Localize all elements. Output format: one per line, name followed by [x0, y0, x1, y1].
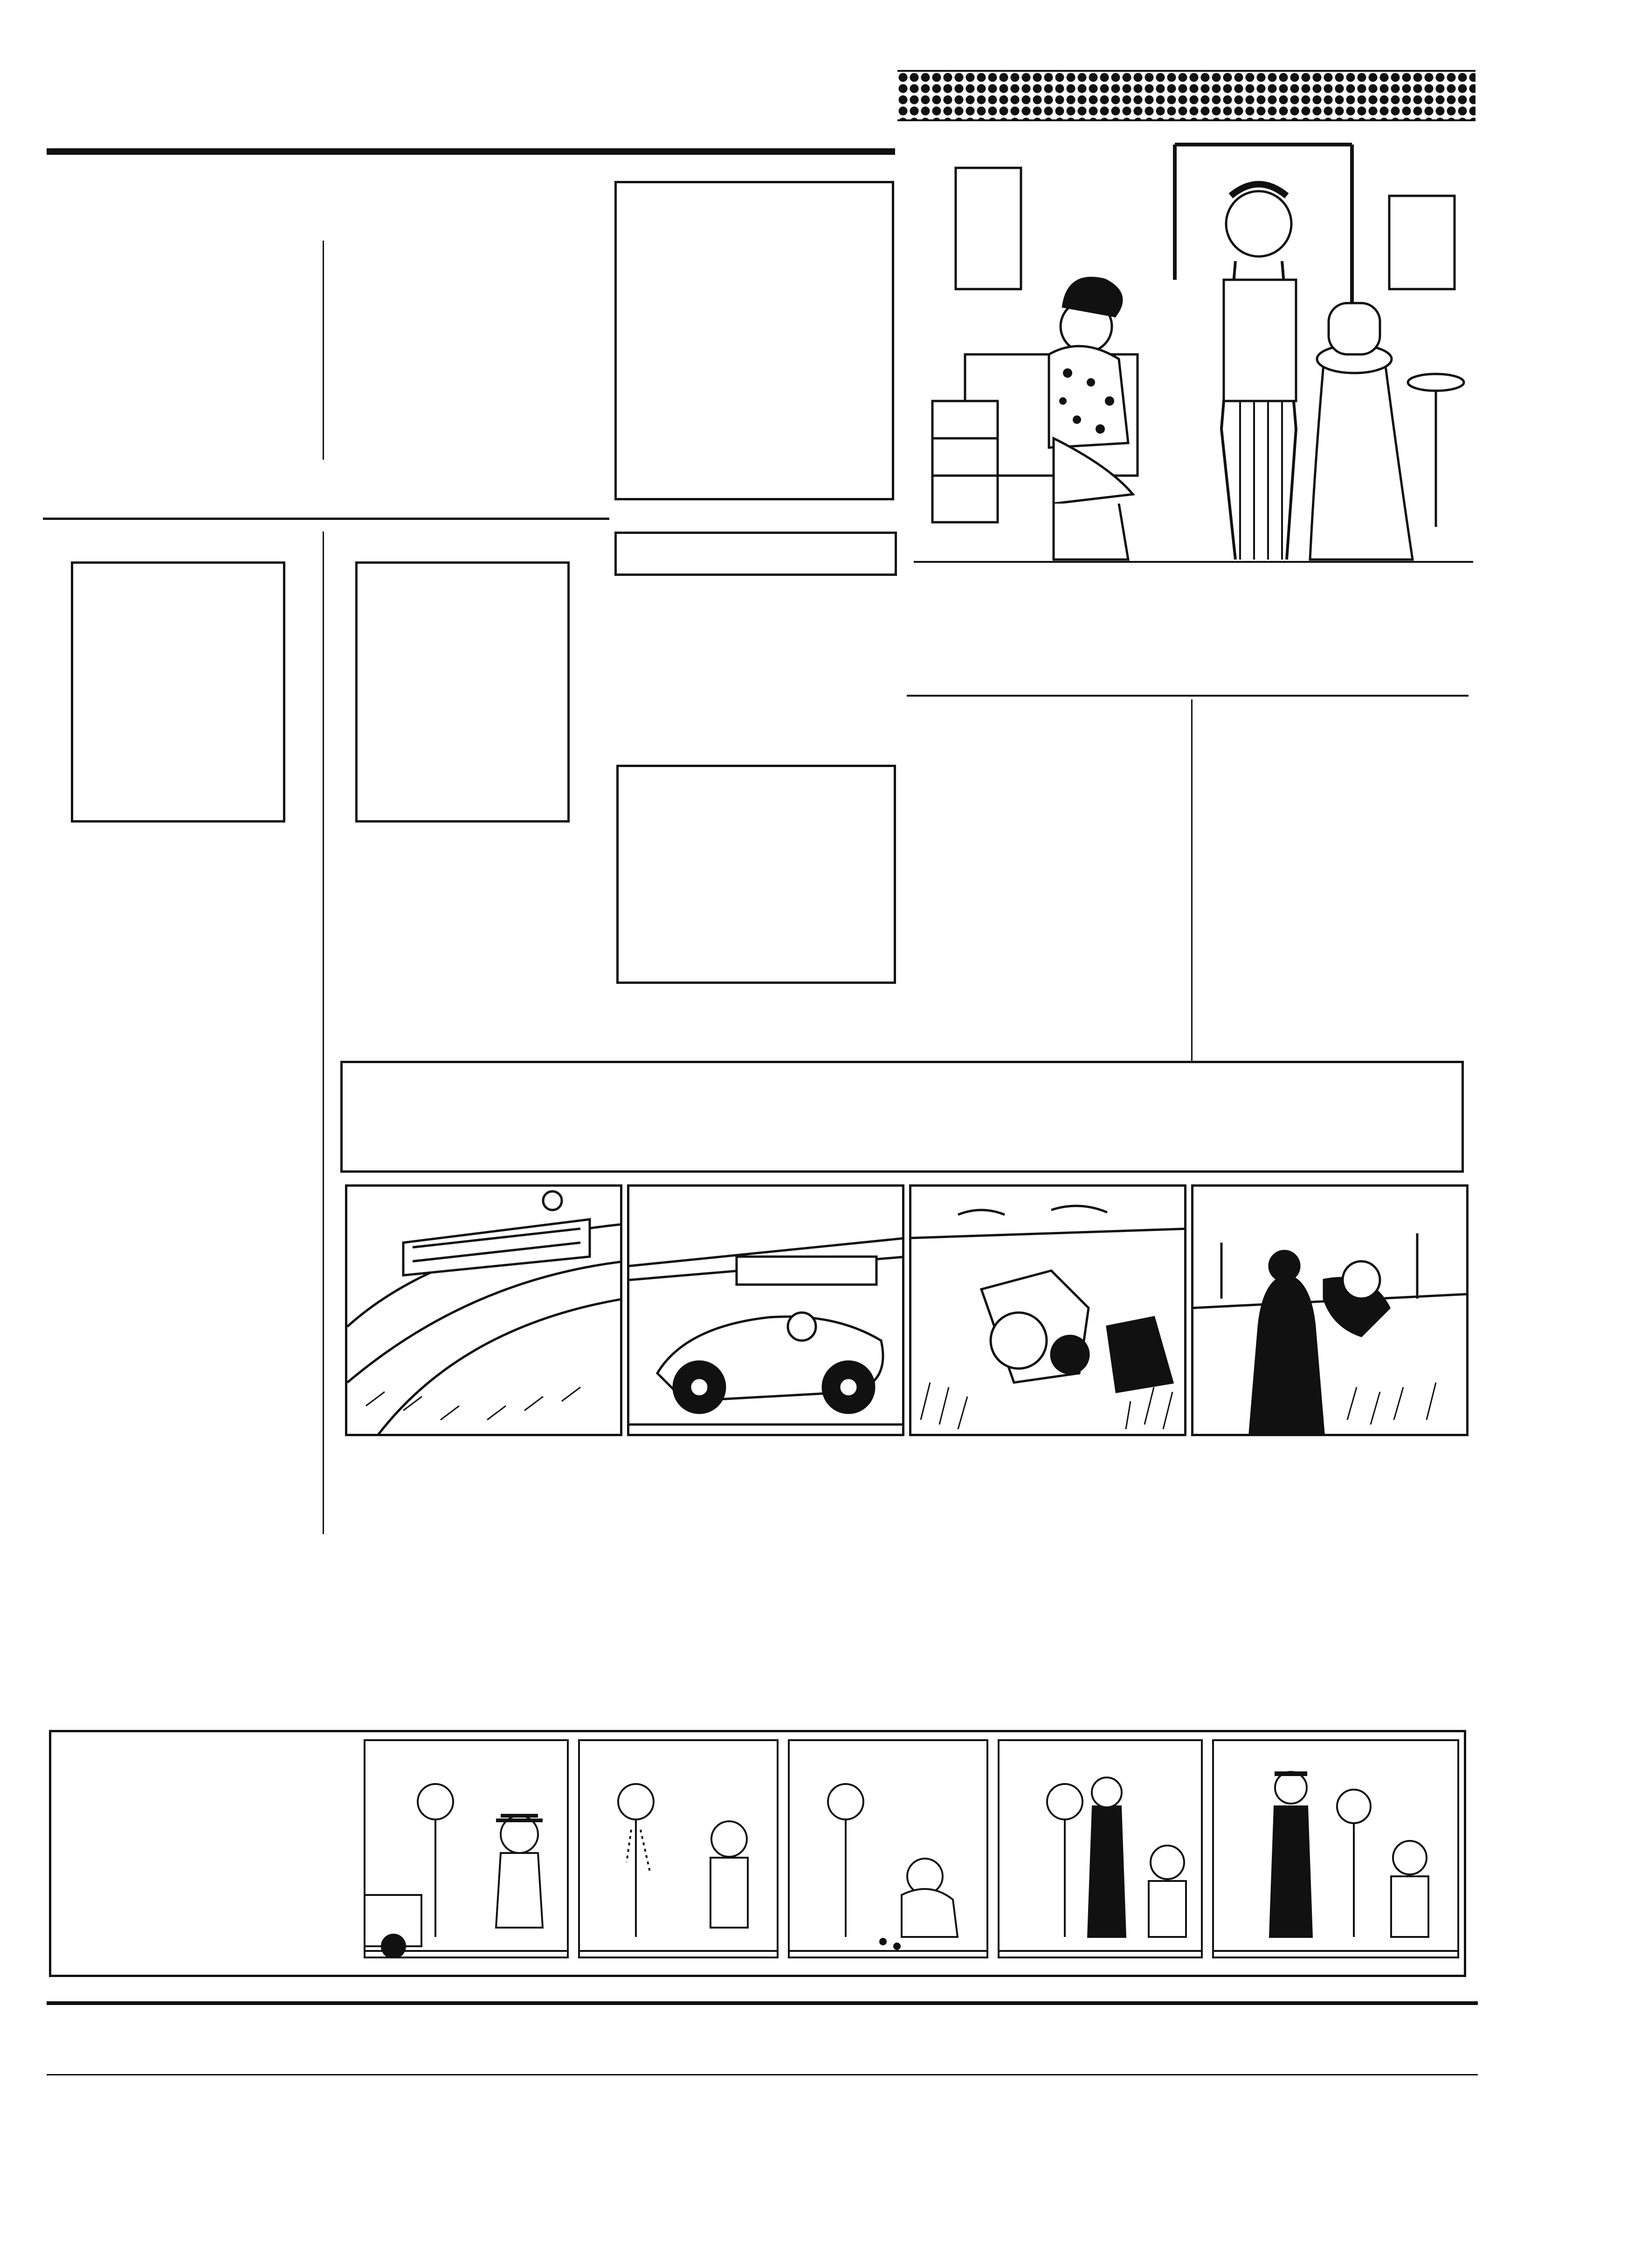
anedotas-divider: [323, 241, 324, 460]
factos-col1: [343, 1441, 620, 1711]
tio-carlos-panel-3: [788, 1739, 988, 1958]
curiosidades-rule: [907, 695, 1469, 697]
checkered-banner: [897, 70, 1476, 121]
efemerides-box: [616, 765, 896, 984]
curiosidades-text1: [902, 755, 1186, 1058]
cinema-text: [616, 583, 896, 744]
palavras-rule: [43, 518, 609, 520]
ha30-text: [626, 282, 884, 492]
curiosidades-divider: [1191, 699, 1193, 1063]
footer-rule-top: [47, 2001, 1478, 2005]
factos-header-box: [340, 1061, 1464, 1173]
crossword-grid-8033[interactable]: [355, 561, 570, 823]
anedotas-col1: [43, 241, 318, 460]
palavras-col-divider: [323, 532, 324, 1534]
problem-8034-clues: [45, 1473, 320, 1725]
factos-panel-9: [345, 1184, 622, 1436]
factos-col4: [1191, 1441, 1469, 1711]
anedotas-col2: [327, 241, 607, 460]
factos-panel-11: [909, 1184, 1186, 1436]
factos-col2: [627, 1441, 904, 1711]
factos-panel-12: [1191, 1184, 1469, 1436]
tio-carlos-panel-5: [1212, 1739, 1459, 1958]
resolveu-note: [45, 1208, 320, 1254]
ha30-intro: [626, 245, 884, 277]
cinema-title-box: [614, 532, 897, 576]
dentist-cartoon: [914, 140, 1473, 588]
tio-carlos-panel-4: [998, 1739, 1203, 1958]
curiosidades-text2: [1198, 755, 1471, 1058]
crossword-grid-4189[interactable]: [71, 561, 285, 823]
factos-panel-10: [627, 1184, 904, 1436]
solution-8033: [351, 884, 609, 1056]
factos-col3: [909, 1441, 1186, 1711]
tio-carlos-panel-1: [364, 1739, 569, 1958]
cartoon-caption: [930, 595, 1457, 627]
tio-carlos-panel-2: [578, 1739, 779, 1958]
footer-rule-bottom: [47, 2074, 1478, 2075]
problem-4189-clues: [45, 907, 320, 1205]
solution-4188: [45, 1280, 320, 1434]
masthead-rule: [47, 148, 895, 155]
